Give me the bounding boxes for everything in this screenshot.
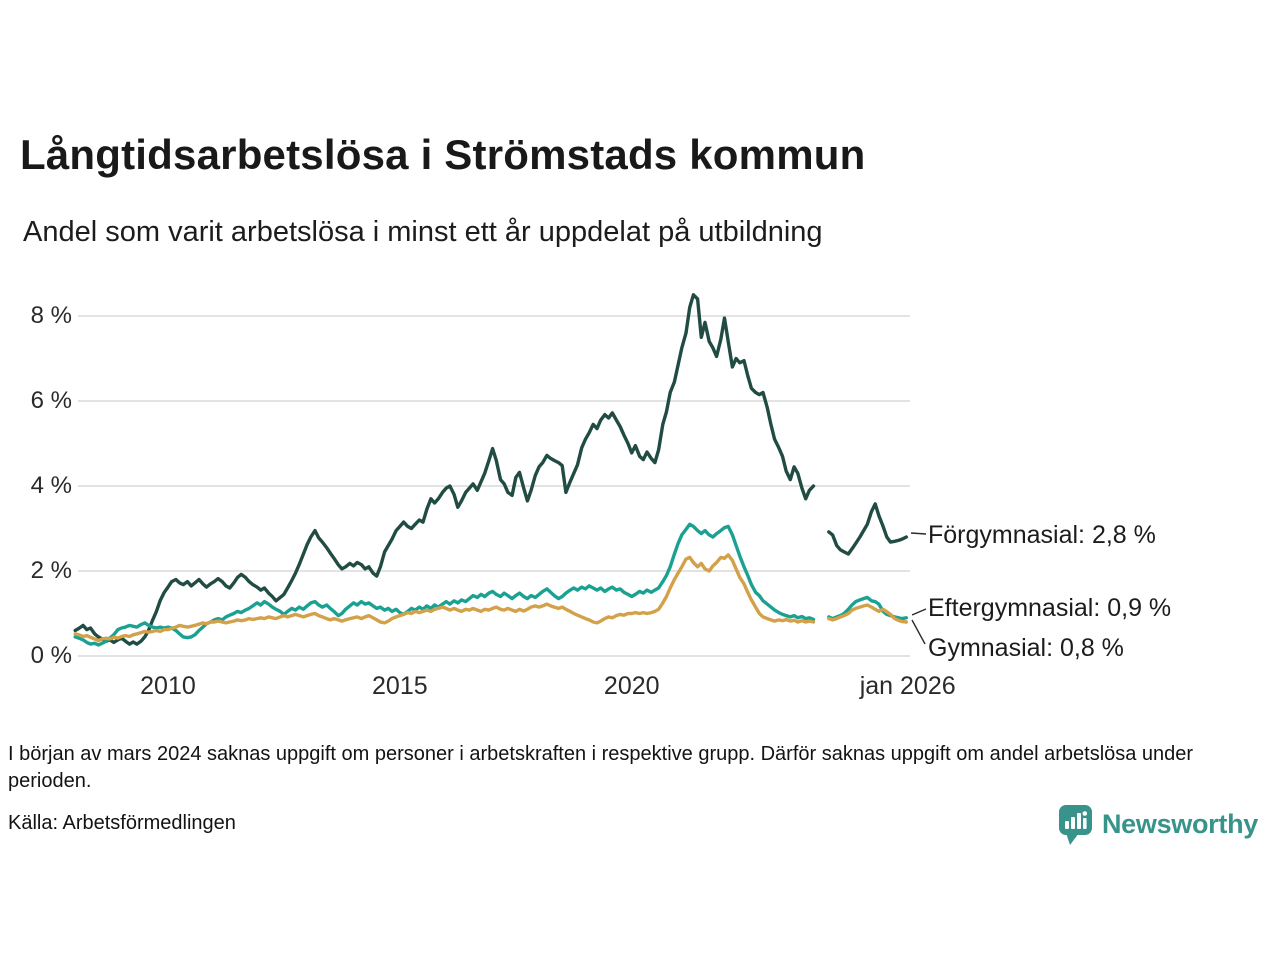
series-line-eftergymnasial (75, 524, 906, 645)
y-tick-6: 6 % (30, 387, 72, 414)
x-tick-2015: 2015 (372, 672, 428, 700)
series-label-gymnasial: Gymnasial: 0,8 % (928, 634, 1124, 662)
leader-line-eftergymnasial (912, 609, 926, 615)
footnote: I början av mars 2024 saknas uppgift om personer i arbetskraften i respektive grupp. Därför saknas uppgift om andel arbetslösa under perioden. (8, 743, 1194, 792)
series-label-eftergymnasial: Eftergymnasial: 0,9 % (928, 594, 1172, 622)
page-title: Långtidsarbetslösa i Strömstads kommun (20, 131, 866, 178)
gridlines (78, 316, 910, 656)
x-tick-2020: 2020 (603, 672, 660, 700)
x-tick-jan-2026: jan 2026 (859, 672, 956, 700)
newsworthy-logo-icon (1058, 804, 1093, 845)
y-tick-8: 8 % (30, 302, 72, 329)
x-tick-2010: 2010 (140, 672, 196, 700)
series-label-forgymnasial: Förgymnasial: 2,8 % (928, 521, 1156, 549)
y-tick-4: 4 % (30, 472, 72, 499)
source-attribution: Källa: Arbetsförmedlingen (8, 812, 236, 834)
newsworthy-brand-name: Newsworthy (1101, 809, 1258, 839)
leader-line-gymnasial (912, 620, 925, 644)
leader-line-forgymnasial (911, 533, 926, 534)
y-tick-0: 0 % (30, 642, 72, 669)
newsworthy-branding (1058, 804, 1258, 845)
annotation-leader-lines (911, 533, 926, 644)
page-subtitle: Andel som varit arbetslösa i minst ett år uppdelat på utbildning (23, 216, 823, 248)
y-tick-2: 2 % (30, 557, 72, 584)
